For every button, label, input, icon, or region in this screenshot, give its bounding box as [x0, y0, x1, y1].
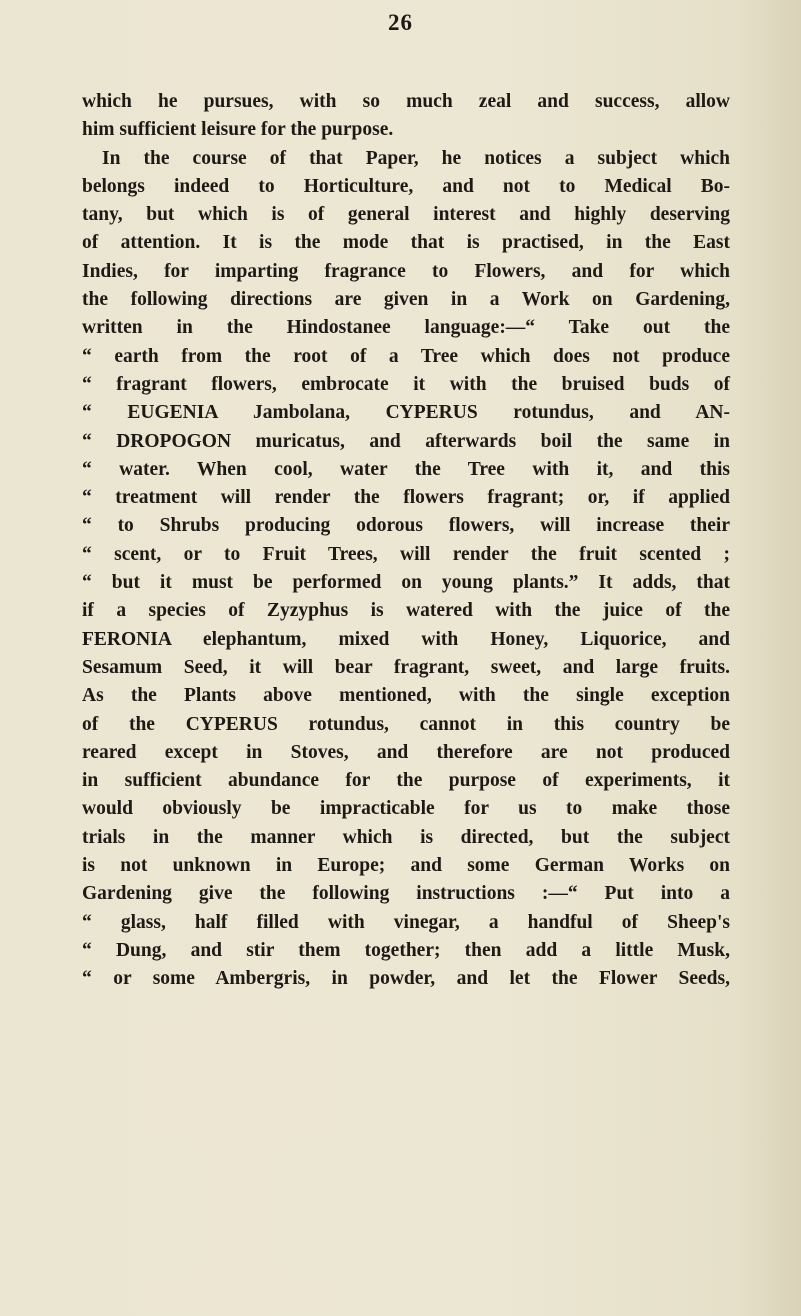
text-line: of attention. It is the mode that is practised, in the East [82, 232, 730, 254]
text-line: in sufficient abundance for the purpose of experiments, it [82, 770, 730, 792]
text-line: Sesamum Seed, it will bear fragrant, sweet, and large fruits. [82, 656, 730, 678]
text-line: reared except in Stoves, and therefore are not produced [82, 741, 730, 763]
text-line: belongs indeed to Horticulture, and not to Medical Bo- [82, 175, 730, 197]
text-line: “ scent, or to Fruit Trees, will render the fruit scented ; [82, 543, 730, 565]
text-line: In the course of that Paper, he notices a subject which [102, 147, 730, 169]
text-line: “ but it must be performed on young plants.” It adds, that [82, 572, 730, 594]
text-line: Indies, for imparting fragrance to Flowers, and for which [82, 260, 730, 282]
text-line: “ EUGENIA Jambolana, CYPERUS rotundus, and AN- [82, 402, 730, 424]
text-line: “ Dung, and stir them together; then add a little Musk, [82, 939, 730, 961]
text-line: of the CYPERUS rotundus, cannot in this country be [82, 713, 730, 735]
text-line: “ DROPOGON muricatus, and afterwards boil the same in [82, 430, 730, 452]
text-line: FERONIA elephantum, mixed with Honey, Liquorice, and [82, 628, 730, 650]
text-line: As the Plants above mentioned, with the single exception [82, 685, 730, 707]
text-line: “ earth from the root of a Tree which does not produce [82, 345, 730, 367]
text-line: tany, but which is of general interest and highly deserving [82, 204, 730, 226]
text-line: him sufficient leisure for the purpose. [82, 119, 394, 141]
text-line: “ to Shrubs producing odorous flowers, will increase their [82, 515, 730, 537]
page-number: 26 [388, 10, 413, 35]
text-line: “ or some Ambergris, in powder, and let the Flower Seeds, [82, 968, 730, 990]
text-line: trials in the manner which is directed, but the subject [82, 826, 730, 848]
text-line: which he pursues, with so much zeal and success, allow [82, 91, 730, 112]
text-line: “ water. When cool, water the Tree with it, and this [82, 458, 730, 480]
text-line: “ glass, half filled with vinegar, a handful of Sheep's [82, 911, 730, 933]
text-line: “ treatment will render the flowers fragrant; or, if applied [82, 487, 730, 509]
text-line: the following directions are given in a Work on Gardening, [82, 289, 730, 311]
body-text [82, 88, 730, 994]
text-line: “ fragrant flowers, embrocate it with the bruised buds of [82, 373, 730, 395]
text-line: would obviously be impracticable for us to make those [82, 798, 730, 820]
text-line: written in the Hindostanee language:—“ Take out the [82, 317, 730, 339]
text-line: Gardening give the following instructions :—“ Put into a [82, 883, 730, 905]
text-line: if a species of Zyzyphus is watered with the juice of the [82, 600, 730, 622]
text-line: is not unknown in Europe; and some German Works on [82, 855, 730, 877]
